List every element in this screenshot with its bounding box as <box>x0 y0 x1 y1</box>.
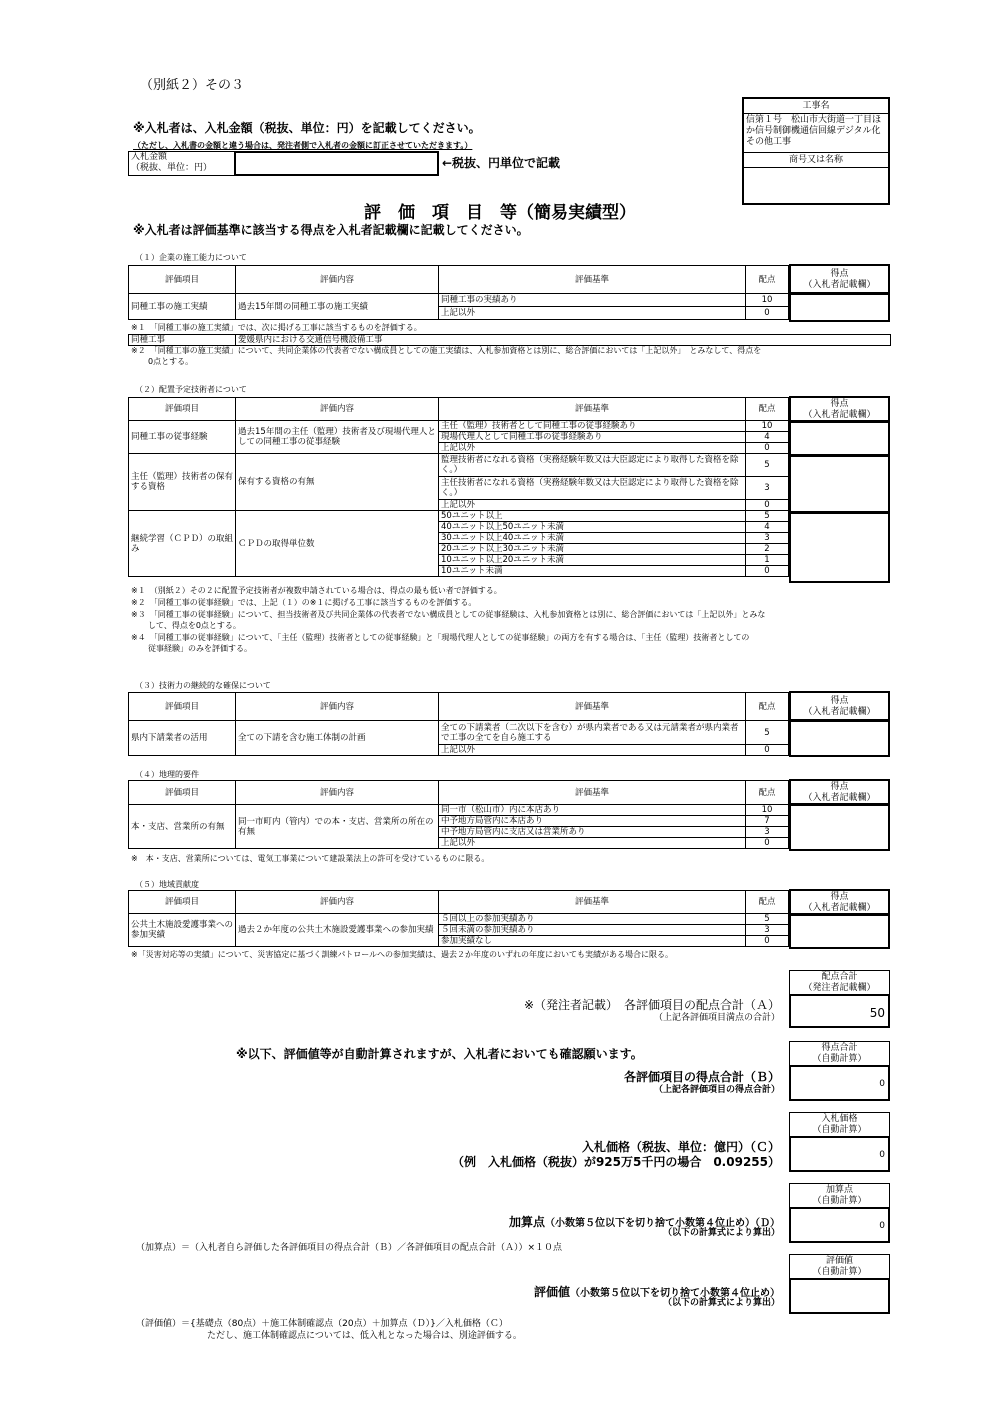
sec5-points: 3 <box>746 925 789 936</box>
eval-value-formula-note: ただし、施工体制確認点については、低入札となった場合は、別途評価する。 <box>207 1331 522 1341</box>
sec5-criteria: ５回以上の参加実績あり <box>439 914 746 925</box>
bonus-points-label-small: （小数第５位以下を切り捨て小数第４位止め）（Ｄ） <box>545 1218 780 1229</box>
sec3-score-input[interactable] <box>789 720 890 757</box>
score-header: 得点 <box>830 696 849 706</box>
sec4-points: 7 <box>746 816 789 827</box>
bid-price-label: 入札価格（税抜、単位：億円）（Ｃ） <box>581 1140 780 1154</box>
col-header-points: 配点 <box>746 891 789 914</box>
sec3-content: 全ての下請を含む施工体制の計画 <box>236 721 439 756</box>
sec3-points: 5 <box>746 721 789 745</box>
sec2-table <box>128 397 789 577</box>
total-points-sub: （上記各評価項目満点の合計） <box>653 1013 780 1023</box>
sec4-score-input[interactable] <box>789 804 890 851</box>
col-header-item: 評価項目 <box>129 266 236 294</box>
bonus-points-value: 0 <box>879 1221 885 1231</box>
col-header-item: 評価項目 <box>129 891 236 914</box>
bid-amount-note: ←税抜、円単位で記載 <box>442 156 561 170</box>
sec2-score-input-experience[interactable] <box>789 421 890 456</box>
sec2-criteria: 現場代理人として同種工事の従事経験あり <box>439 432 746 443</box>
sec1-definition <box>128 334 891 346</box>
sec5-points: 0 <box>746 936 789 947</box>
col-header-item: 評価項目 <box>129 693 236 721</box>
col-header-item: 評価項目 <box>129 781 236 805</box>
work-name-label: 工事名 <box>744 99 888 114</box>
eval-value-label: 評価値 <box>533 1285 570 1299</box>
score-header-sub: （入札者記載欄） <box>803 280 876 290</box>
sec5-content: 過去２か年度の公共土木施設愛護事業への参加実績 <box>236 914 439 947</box>
bid-price-header-sub: （自動計算） <box>812 1125 867 1135</box>
bid-price-header <box>789 1112 890 1137</box>
sec1-note2-cont: 0点とする。 <box>148 357 194 366</box>
col-header-content: 評価内容 <box>236 266 439 294</box>
score-header-sub: （入札者記載欄） <box>803 410 876 420</box>
total-points-header-label: 配点合計 <box>821 972 858 982</box>
sec2-content-experience: 過去15年間の主任（監理）技術者及び現場代理人としての同種工事の従事経験 <box>236 421 439 454</box>
score-header: 得点 <box>830 782 849 792</box>
sec2-points: 2 <box>746 544 789 555</box>
work-name-value: 信第１号 松山市大街道一丁目ほか信号制御機通信回線デジタル化その他工事 <box>744 114 888 153</box>
total-points-header <box>789 970 890 995</box>
sec2-points: 3 <box>746 477 789 500</box>
work-info-box <box>742 97 890 205</box>
sec4-criteria: 上記以外 <box>439 838 746 849</box>
total-score-label: 各評価項目の得点合計（Ｂ） <box>623 1070 780 1084</box>
page-title: 評 価 項 目 等（簡易実績型） <box>364 203 636 223</box>
bid-amount-unit: （税抜、単位：円） <box>131 163 213 173</box>
sec5-score-header <box>789 889 890 915</box>
sec3-score-header <box>789 691 890 721</box>
sec1-criteria: 上記以外 <box>439 307 746 320</box>
sec2-score-input-cpd[interactable] <box>789 512 890 583</box>
sec2-criteria: 監理技術者になれる資格（実務経験年数又は大臣認定により取得した資格を除く。） <box>439 454 746 477</box>
sec2-points: 0 <box>746 566 789 577</box>
sec4-criteria: 同一市（松山市）内に本店あり <box>439 805 746 816</box>
sec4-table <box>128 780 789 849</box>
sec4-criteria: 中予地方局管内に支店又は営業所あり <box>439 827 746 838</box>
sec2-points: 3 <box>746 533 789 544</box>
bonus-points-formula: （加算点）＝（入札者自ら評価した各評価項目の得点合計（Ｂ）／各評価項目の配点合計（Ａ））×１０点 <box>136 1243 563 1253</box>
bid-price-value: 0 <box>879 1150 885 1160</box>
eval-value-box <box>789 1278 890 1314</box>
sec2-criteria: 30ユニット以上40ユニット未満 <box>439 533 746 544</box>
sec2-criteria: 10ユニット以上20ユニット未満 <box>439 555 746 566</box>
col-header-content: 評価内容 <box>236 781 439 805</box>
sec2-criteria: 50ユニット以上 <box>439 511 746 522</box>
definition-value: 愛媛県内における交通信号機設備工事 <box>236 335 891 346</box>
sec3-heading: （３）技術力の継続的な確保について <box>135 681 271 690</box>
sec1-points: 0 <box>746 307 789 320</box>
col-header-points: 配点 <box>746 398 789 421</box>
sec2-content-cpd: ＣＰＤの取得単位数 <box>236 511 439 577</box>
total-points-value: 50 <box>869 1006 885 1020</box>
col-header-criteria: 評価基準 <box>439 398 746 421</box>
score-header: 得点 <box>830 269 849 279</box>
sec2-points: 5 <box>746 454 789 477</box>
sec5-heading: （５）地域貢献度 <box>135 880 199 889</box>
total-score-header <box>789 1041 890 1066</box>
sec2-criteria: 主任（監理）技術者として同種工事の従事経験あり <box>439 421 746 432</box>
total-points-header-sub: （発注者記載欄） <box>803 983 876 993</box>
sec2-points: 0 <box>746 443 789 454</box>
sec1-note2: ※２ 「同種工事の施工実績」について、共同企業体の代表者でない構成員としての施工実績は、入札参加資格とは別に、総合評価においては「上記以外」 とみなして、得点を <box>131 346 762 355</box>
score-header: 得点 <box>830 399 849 409</box>
bid-price-box <box>789 1136 890 1172</box>
page-subtitle: ※入札者は評価基準に該当する得点を入札者記載欄に記載してください。 <box>133 223 529 237</box>
sec4-score-header <box>789 779 890 805</box>
eval-value-header-sub: （自動計算） <box>812 1267 867 1277</box>
sec2-criteria: 上記以外 <box>439 443 746 454</box>
sec5-score-input[interactable] <box>789 914 890 949</box>
sec2-criteria: 主任技術者になれる資格（実務経験年数又は大臣認定により取得した資格を除く。） <box>439 477 746 500</box>
total-score-header-sub: （自動計算） <box>812 1054 867 1064</box>
sec2-score-header <box>789 396 890 422</box>
sec3-points: 0 <box>746 745 789 756</box>
col-header-item: 評価項目 <box>129 398 236 421</box>
sec4-content: 同一市町内（管内）での本・支店、営業所の所在の有無 <box>236 805 439 849</box>
sec2-note1: ※１ （別紙２）その２に配置予定技術者が複数申請されている場合は、得点の最も低い者で評価する。 <box>131 586 502 595</box>
company-label: 商号又は名称 <box>744 153 888 168</box>
sec4-item: 本・支店、営業所の有無 <box>129 805 236 849</box>
sec2-note3-cont: して、得点を0点とする。 <box>148 621 241 630</box>
sec3-table <box>128 692 789 756</box>
col-header-points: 配点 <box>746 693 789 721</box>
bonus-points-label: 加算点 <box>508 1215 545 1229</box>
bonus-points-header-sub: （自動計算） <box>812 1196 867 1206</box>
total-points-label: ※（発注者記載） 各評価項目の配点合計（Ａ） <box>523 998 780 1012</box>
eval-value-formula: （評価値）＝{基礎点（80点）＋施工体制確認点（20点）＋加算点（Ｄ）}／入札価格（Ｃ） <box>136 1319 508 1329</box>
col-header-content: 評価内容 <box>236 891 439 914</box>
col-header-criteria: 評価基準 <box>439 266 746 294</box>
sec2-note4-cont: 従事経験」のみを評価する。 <box>148 644 252 653</box>
score-header-sub: （入札者記載欄） <box>803 793 876 803</box>
bid-amount-label-cell <box>128 151 235 176</box>
sec5-table <box>128 890 789 947</box>
sec1-note1: ※１ 「同種工事の施工実績」では、次に掲げる工事に該当するものを評価する。 <box>131 323 422 332</box>
bonus-points-header <box>789 1183 890 1208</box>
bid-correction-note: （ただし、入札書の金額と違う場合は、発注者側で入札者の金額に訂正させていただきます。） <box>133 141 473 150</box>
bid-amount-input[interactable] <box>234 151 439 176</box>
total-score-value: 0 <box>879 1079 885 1089</box>
bonus-points-box <box>789 1207 890 1243</box>
sec1-content: 過去15年間の同種工事の施工実績 <box>236 294 439 320</box>
sec2-item-experience: 同種工事の従事経験 <box>129 421 236 454</box>
sec1-heading: （１）企業の施工能力について <box>135 253 247 262</box>
col-header-points: 配点 <box>746 781 789 805</box>
bid-price-example: （例 入札価格（税抜）が925万5千円の場合 0.09255） <box>451 1155 780 1169</box>
bonus-points-sub: （以下の計算式により算出） <box>662 1228 780 1238</box>
sec5-item: 公共土木施設愛護事業への参加実績 <box>129 914 236 947</box>
sec2-content-qualification: 保有する資格の有無 <box>236 454 439 511</box>
sec1-item: 同種工事の施工実績 <box>129 294 236 320</box>
eval-value-header <box>789 1254 890 1279</box>
sec2-note3: ※３ 「同種工事の従事経験」について、担当技術者及び共同企業体の代表者でない構成員としての従事経験は、入札参加資格とは別に、総合評価においては「上記以外」とみな <box>131 610 766 619</box>
sec3-criteria: 上記以外 <box>439 745 746 756</box>
col-header-criteria: 評価基準 <box>439 781 746 805</box>
sec4-note: ※ 本・支店、営業所については、電気工事業について建設業法上の許可を受けているものに限る。 <box>131 854 490 863</box>
eval-value-label-small: （小数第５位以下を切り捨て小数第４位止め） <box>570 1288 780 1299</box>
bid-instruction: ※入札者は、入札金額（税抜、単位：円）を記載してください。 <box>133 121 481 135</box>
sec2-points: 4 <box>746 432 789 443</box>
sec1-score-header <box>789 264 890 294</box>
col-header-content: 評価内容 <box>236 693 439 721</box>
sec2-heading: （２）配置予定技術者について <box>135 385 247 394</box>
col-header-content: 評価内容 <box>236 398 439 421</box>
auto-calc-note: ※以下、評価値等が自動計算されますが、入札者においても確認願います。 <box>236 1047 643 1061</box>
doc-label: （別紙２）その３ <box>140 78 245 93</box>
eval-value-header-label: 評価値 <box>825 1256 853 1266</box>
col-header-criteria: 評価基準 <box>439 891 746 914</box>
col-header-criteria: 評価基準 <box>439 693 746 721</box>
sec5-criteria: 参加実績なし <box>439 936 746 947</box>
sec2-item-qualification: 主任（監理）技術者の保有する資格 <box>129 454 236 511</box>
sec4-criteria: 中予地方局管内に本店あり <box>439 816 746 827</box>
sec5-points: 5 <box>746 914 789 925</box>
sec1-score-input[interactable] <box>789 293 890 322</box>
sec2-points: 0 <box>746 500 789 511</box>
total-score-header-label: 得点合計 <box>821 1043 858 1053</box>
sec2-criteria: 20ユニット以上30ユニット未満 <box>439 544 746 555</box>
sec5-note: ※「災害対応等の実績」について、災害協定に基づく訓練パトロールへの参加実績は、過去２か年度のいずれの年度においても実績がある場合に限る。 <box>131 950 674 959</box>
sec3-item: 県内下請業者の活用 <box>129 721 236 756</box>
total-score-box <box>789 1065 890 1101</box>
sec1-points: 10 <box>746 294 789 307</box>
sec2-item-cpd: 継続学習（ＣＰＤ）の取組み <box>129 511 236 577</box>
bid-amount-label: 入札金額 <box>131 152 168 162</box>
sec2-points: 1 <box>746 555 789 566</box>
sec3-criteria: 全ての下請業者（二次以下を含む）が県内業者である又は元請業者が県内業者で工事の全てを自ら施工する <box>439 721 746 745</box>
sec4-points: 10 <box>746 805 789 816</box>
sec4-points: 3 <box>746 827 789 838</box>
sec2-points: 10 <box>746 421 789 432</box>
sec4-heading: （４）地理的要件 <box>135 770 199 779</box>
eval-value <box>791 1280 888 1292</box>
total-score-sub: （上記各評価項目の得点合計） <box>653 1085 780 1095</box>
company-name-input[interactable] <box>744 168 888 206</box>
bid-price-header-label: 入札価格 <box>821 1114 858 1124</box>
definition-label: 同種工事 <box>129 335 236 346</box>
sec4-points: 0 <box>746 838 789 849</box>
sec1-table <box>128 265 789 320</box>
sec2-score-input-qualification[interactable] <box>789 455 890 513</box>
sec2-note2: ※２ 「同種工事の従事経験」では、上記（１）の※１に掲げる工事に該当するものを評価する。 <box>131 598 477 607</box>
sec1-criteria: 同種工事の実績あり <box>439 294 746 307</box>
sec5-criteria: ５回未満の参加実績あり <box>439 925 746 936</box>
score-header-sub: （入札者記載欄） <box>803 903 876 913</box>
eval-value-sub: （以下の計算式により算出） <box>662 1298 780 1308</box>
total-points-box <box>789 994 890 1028</box>
sec2-points: 5 <box>746 511 789 522</box>
sec2-criteria: 上記以外 <box>439 500 746 511</box>
score-header-sub: （入札者記載欄） <box>803 707 876 717</box>
col-header-points: 配点 <box>746 266 789 294</box>
sec2-points: 4 <box>746 522 789 533</box>
sec2-note4: ※４ 「同種工事の従事経験」について、「主任（監理）技術者としての従事経験」と「現場代理人としての従事経験」の両方を有する場合は、「主任（監理）技術者としての <box>131 633 750 642</box>
sec2-criteria: 10ユニット未満 <box>439 566 746 577</box>
sec2-criteria: 40ユニット以上50ユニット未満 <box>439 522 746 533</box>
score-header: 得点 <box>830 892 849 902</box>
bonus-points-header-label: 加算点 <box>825 1185 853 1195</box>
